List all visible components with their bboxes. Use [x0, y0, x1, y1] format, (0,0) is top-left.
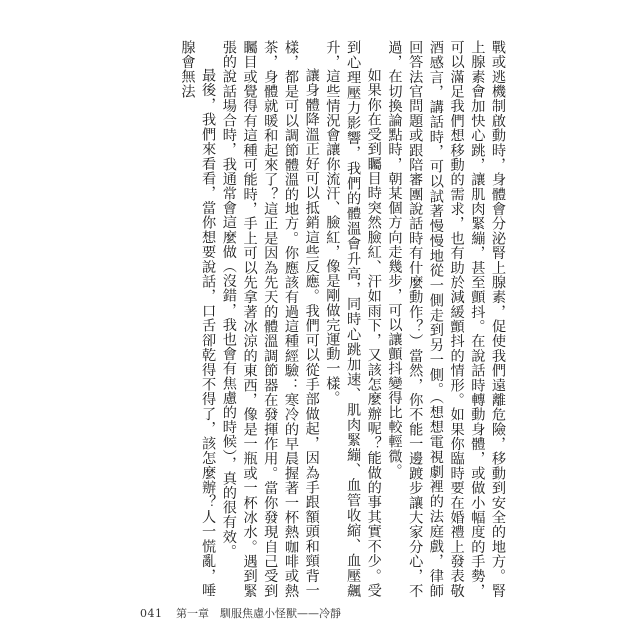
- paragraph-4: 最後，我們來看看，當你想要說話，口舌卻乾得不得了，該怎麼辦？人一慌亂，唾腺會無法: [179, 40, 217, 598]
- page-footer: [140, 606, 510, 622]
- chapter-title: 第一章 馴服焦慮小怪獸——冷靜: [176, 607, 341, 620]
- body-text: [136, 40, 508, 598]
- paragraph-1: 戰或逃機制啟動時，身體會分泌腎上腺素，促使我們遠離危險，移動到安全的地方。腎上腺素會加快心跳，讓肌肉緊繃，甚至顫抖。在說話時轉動身體，或做小幅度的手勢，可以滿足我們想移動的需求，也有助於減緩顫抖的情形。如果你臨時要在婚禮上發表敬酒感言，講話時，可以試著慢慢地從一側走到另一側。（想想電視劇裡的法庭戲，律師回答法官問題或跟陪審團說話時有什麼動作？）當然，你不能一邊踱步讓大家分心，不過，在切換論點時，朝某個方向走幾步，可以讓顫抖變得比較輕微。: [386, 40, 506, 598]
- page-number: 041: [140, 607, 163, 620]
- paragraph-2: 如果你在受到矚目時突然臉紅、汗如雨下，又該怎麼辦呢？能做的事其實不少。受到心理壓力影響，我們的體溫會升高，同時心跳加速、肌肉緊繃、血管收縮、血壓飆升，這些情況會讓你流汗、臉紅，像是剛做完運動一樣。: [324, 40, 382, 598]
- paragraph-3: 讓身體降溫正好可以抵銷這些反應。我們可以從手部做起，因為手跟額頭和頸背一樣，都是可以調節體溫的地方。你應該有過這種經驗：寒冷的早晨握著一杯熱咖啡或熱茶，身體就暖和起來了？這正是因為先天的體溫調節器在發揮作用。當你發現自己受到矚目或覺得有這種可能時，手上可以先拿著冰涼的東西，像是一瓶或一杯冰水。遇到緊張的說話場合時，我通常會這麼做（沒錯，我也會有焦慮的時候），真的很有效。: [220, 40, 320, 598]
